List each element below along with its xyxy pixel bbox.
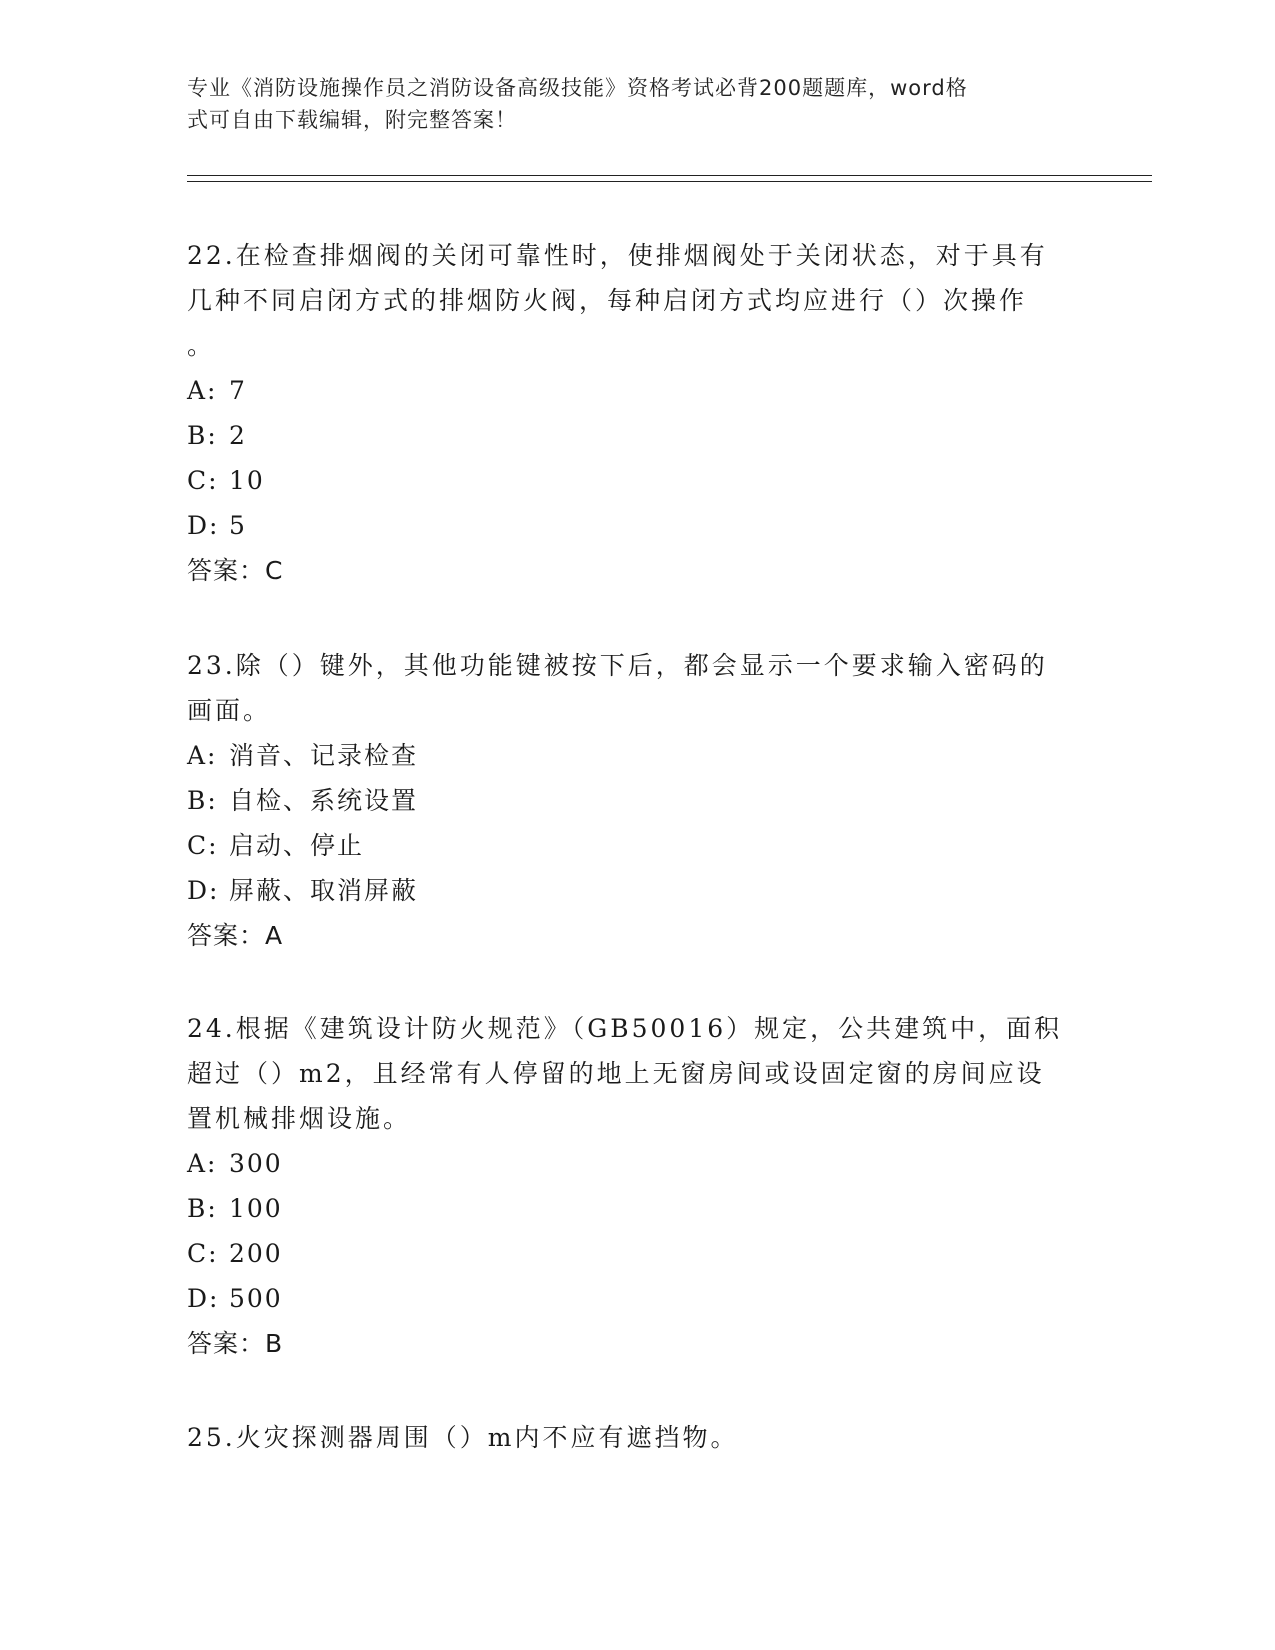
answer-line: 答案：C (187, 556, 284, 585)
option-a (187, 733, 1077, 778)
header-line-2: 式可自由下载编辑，附完整答案！ (187, 108, 517, 132)
option-text: 300 (229, 1149, 283, 1178)
option-d (187, 868, 1077, 913)
header-line-1: 专业《消防设施操作员之消防设备高级技能》资格考试必背200题题库，word格 (187, 76, 968, 100)
option-text: 屏蔽、取消屏蔽 (229, 876, 419, 905)
question-line: 置机械排烟设施。 (187, 1104, 412, 1133)
answer-line: 答案：B (187, 1329, 284, 1358)
question-line: 几种不同启闭方式的排烟防火阀，每种启闭方式均应进行（）次操作 (187, 286, 1028, 315)
option-d (187, 503, 1077, 548)
option-text: 2 (229, 421, 247, 450)
question-line: 24.根据《建筑设计防火规范》（GB50016）规定，公共建筑中，面积 (187, 1014, 1063, 1043)
option-c (187, 823, 1077, 868)
header-divider-top (187, 175, 1152, 176)
option-c (187, 1231, 1077, 1276)
document-header (187, 72, 1067, 136)
option-b (187, 1186, 1077, 1231)
option-label: B: (187, 1194, 218, 1223)
option-text: 消音、记录检查 (229, 741, 419, 770)
option-label: A: (187, 741, 218, 770)
option-text: 自检、系统设置 (229, 786, 419, 815)
option-c (187, 458, 1077, 503)
option-text: 100 (229, 1194, 283, 1223)
option-label: D: (187, 1284, 220, 1313)
option-label: B: (187, 421, 218, 450)
question-22 (187, 233, 1077, 593)
question-25 (187, 1415, 1077, 1460)
option-text: 10 (229, 466, 265, 495)
option-a (187, 1141, 1077, 1186)
option-label: D: (187, 876, 220, 905)
question-line: 23.除（）键外，其他功能键被按下后，都会显示一个要求输入密码的 (187, 651, 1048, 680)
header-divider-bottom (187, 181, 1152, 182)
option-label: C: (187, 1239, 219, 1268)
question-24 (187, 1006, 1077, 1366)
option-a (187, 368, 1077, 413)
answer-line: 答案：A (187, 921, 284, 950)
question-line: 22.在检查排烟阀的关闭可靠性时，使排烟阀处于关闭状态，对于具有 (187, 241, 1048, 270)
question-23 (187, 643, 1077, 958)
option-label: A: (187, 376, 218, 405)
option-label: C: (187, 466, 219, 495)
option-text: 500 (229, 1284, 283, 1313)
option-label: C: (187, 831, 219, 860)
question-line: 25.火灾探测器周围（）m内不应有遮挡物。 (187, 1423, 739, 1452)
option-d (187, 1276, 1077, 1321)
question-line: 。 (187, 331, 216, 360)
option-text: 5 (229, 511, 247, 540)
question-line: 超过（）m2，且经常有人停留的地上无窗房间或设固定窗的房间应设 (187, 1059, 1045, 1088)
option-b (187, 778, 1077, 823)
option-text: 启动、停止 (229, 831, 365, 860)
option-text: 7 (229, 376, 247, 405)
option-b (187, 413, 1077, 458)
question-line: 画面。 (187, 696, 272, 725)
option-label: B: (187, 786, 218, 815)
option-label: A: (187, 1149, 218, 1178)
option-text: 200 (229, 1239, 283, 1268)
option-label: D: (187, 511, 220, 540)
